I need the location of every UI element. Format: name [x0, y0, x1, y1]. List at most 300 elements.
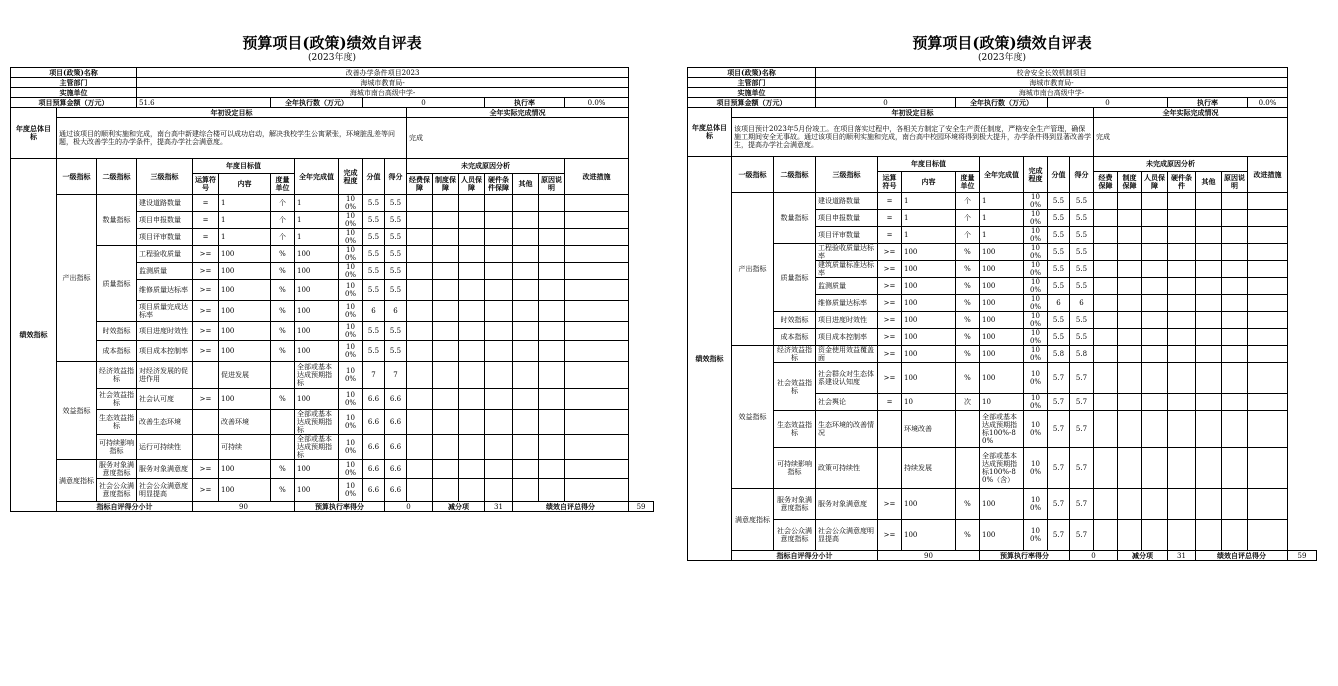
indicator-value: 10: [980, 394, 1024, 411]
indicator-score: 5.8: [1048, 346, 1070, 363]
full-year-header: 全年完成值: [295, 159, 339, 195]
indicator-content: 1: [219, 212, 271, 229]
indicator-got: 5.5: [385, 263, 407, 280]
indicator-score: 5.5: [1048, 244, 1070, 261]
annual-exec-label: 全年执行数（万元）: [956, 98, 1048, 108]
indicator-name: 运行可持续性: [137, 435, 193, 460]
lvl1-header: 一级指标: [57, 159, 97, 195]
indicator-score: 5.5: [363, 212, 385, 229]
indicator-value: 100: [295, 263, 339, 280]
indicator-score: 5.5: [363, 280, 385, 301]
group-benefit: 效益指标: [57, 362, 97, 460]
indicator-content: 100: [902, 295, 956, 312]
actual-text: 完成: [407, 118, 629, 159]
indicator-degree: 100%: [339, 460, 363, 479]
indicator-value: 1: [980, 227, 1024, 244]
unit-value: 海城市南台高级中学-: [816, 88, 1288, 98]
project-name-value: 改善办学条件项目2023: [137, 68, 629, 78]
group-output: 产出指标: [57, 195, 97, 362]
indicator-op: >=: [878, 312, 902, 329]
indicator-score: 5.7: [1048, 363, 1070, 394]
indicator-degree: 100%: [339, 229, 363, 246]
indicator-op: >=: [878, 329, 902, 346]
sheet-title: 预算项目(政策)绩效自评表: [912, 34, 1092, 52]
indicator-got: 5.5: [1070, 278, 1094, 295]
indicator-op: =: [193, 195, 219, 212]
indicator-value: 1: [980, 193, 1024, 210]
indicator-name: 监测质量: [816, 278, 878, 295]
indicator-degree: 100%: [339, 195, 363, 212]
indicator-op: >=: [878, 520, 902, 551]
improve-header: 改进措施: [565, 159, 629, 195]
budget-score-value: 0: [385, 502, 433, 512]
indicator-got: 5.5: [385, 322, 407, 341]
indicator-got: 5.7: [1070, 448, 1094, 489]
reason-system-header: 制度保障: [433, 174, 459, 195]
sub-quality: 质量指标: [774, 244, 816, 312]
indicator-unit: %: [271, 341, 295, 362]
indicator-content: 可持续: [219, 435, 271, 460]
sub-quality: 质量指标: [97, 246, 137, 322]
indicator-content: 100: [219, 341, 271, 362]
indicator-got: 5.5: [385, 280, 407, 301]
deduct-label: 减分项: [1118, 551, 1168, 561]
indicator-op: >=: [193, 246, 219, 263]
indicator-content: 1: [902, 193, 956, 210]
indicator-score: 5.5: [1048, 261, 1070, 278]
perf-indicators-label: 绩效指标: [11, 159, 57, 512]
indicator-got: 5.5: [1070, 312, 1094, 329]
indicator-score: 5.5: [363, 263, 385, 280]
lvl3-header: 三级指标: [816, 157, 878, 193]
sheet-title: 预算项目(政策)绩效自评表: [242, 34, 422, 52]
indicator-score: 6.6: [363, 460, 385, 479]
actual-label: 全年实际完成情况: [407, 108, 629, 118]
overall-goal-label: 年度总体目标: [11, 108, 57, 159]
indicator-unit: [956, 411, 980, 448]
budget-label: 项目预算金额（万元）: [11, 98, 137, 108]
project-name-value: 校舍安全长效机制项目: [816, 68, 1288, 78]
indicator-degree: 100%: [1024, 394, 1048, 411]
department-value: 海城市教育局-: [816, 78, 1288, 88]
actual-label: 全年实际完成情况: [1094, 108, 1288, 118]
indicator-degree: 100%: [339, 410, 363, 435]
indicator-got: 6.6: [385, 479, 407, 502]
indicator-name: 工程验收质量: [137, 246, 193, 263]
indicator-op: [193, 435, 219, 460]
indicator-score: 5.7: [1048, 448, 1070, 489]
indicator-name: 项目申报数量: [137, 212, 193, 229]
indicator-op: =: [878, 210, 902, 227]
indicator-name: 社会认可度: [137, 389, 193, 410]
indicator-unit: 个: [271, 195, 295, 212]
indicator-op: =: [878, 227, 902, 244]
indicator-op: >=: [878, 489, 902, 520]
indicator-value: 全部或基本达成预期指标: [295, 410, 339, 435]
indicator-unit: %: [956, 489, 980, 520]
degree-header: 完成程度: [1024, 157, 1048, 193]
indicator-value: 100: [980, 244, 1024, 261]
indicator-degree: 100%: [339, 479, 363, 502]
op-header: 运算符号: [878, 172, 902, 193]
total-value: 59: [1288, 551, 1317, 561]
indicator-content: 持续发展: [902, 448, 956, 489]
reason-header: 未完成原因分析: [1094, 157, 1248, 172]
indicator-got: 5.5: [385, 229, 407, 246]
indicator-score: 6.6: [363, 410, 385, 435]
indicator-got: 6.6: [385, 460, 407, 479]
indicator-value: 100: [980, 261, 1024, 278]
indicator-name: 政策可持续性: [816, 448, 878, 489]
indicator-degree: 100%: [1024, 329, 1048, 346]
sheet-year: (2023年度): [978, 53, 1026, 63]
indicator-name: 项目评审数量: [816, 227, 878, 244]
indicator-op: >=: [878, 295, 902, 312]
indicator-op: >=: [193, 341, 219, 362]
reason-other-header: 其他: [1196, 172, 1222, 193]
project-name-label: 项目(政策)名称: [688, 68, 816, 78]
indicator-degree: 100%: [1024, 312, 1048, 329]
unit-value: 海城市南台高级中学-: [137, 88, 629, 98]
indicator-got: 5.5: [385, 246, 407, 263]
indicator-content: 促进发展: [219, 362, 271, 389]
indicator-op: =: [878, 394, 902, 411]
lvl2-header: 二级指标: [774, 157, 816, 193]
indicator-value: 100: [980, 346, 1024, 363]
indicator-value: 100: [980, 520, 1024, 551]
sub-social: 社会效益指标: [774, 363, 816, 411]
indicator-name: 监测质量: [137, 263, 193, 280]
indicator-score: 6.6: [363, 479, 385, 502]
reason-hardware-header: 硬件条件: [1168, 172, 1196, 193]
got-header: 得分: [385, 159, 407, 195]
indicator-content: 100: [902, 489, 956, 520]
budget-value: 51.6: [137, 98, 271, 108]
indicator-name: 建设道路数量: [137, 195, 193, 212]
indicator-degree: 100%: [1024, 227, 1048, 244]
indicator-name: 项目评审数量: [137, 229, 193, 246]
indicator-degree: 100%: [339, 301, 363, 322]
indicator-name: 项目成本控制率: [816, 329, 878, 346]
indicator-unit: %: [956, 520, 980, 551]
indicator-score: 5.7: [1048, 489, 1070, 520]
indicator-degree: 100%: [1024, 448, 1048, 489]
indicator-got: 6.6: [385, 410, 407, 435]
group-satisfaction: 满意度指标: [57, 460, 97, 502]
goal-text: 该项目预计2023年5月份竣工。在项目落实过程中，各相关方制定了安全生产责任制度，严格安全生产管理，确保施工期间安全无事故。通过该项目的顺利实施和完成，南台高中校园环境将得到极大提升，办学条件得到显著改善学生，提高办学社会满意度。: [732, 118, 1094, 157]
subtotal-label: 指标自评得分小计: [732, 551, 878, 561]
subtotal-value: 90: [878, 551, 980, 561]
sub-ecological: 生态效益指标: [774, 411, 816, 448]
indicator-degree: 100%: [1024, 193, 1048, 210]
indicator-op: >=: [193, 280, 219, 301]
indicator-got: 5.5: [1070, 244, 1094, 261]
deduct-value: 31: [485, 502, 513, 512]
indicator-op: >=: [878, 346, 902, 363]
indicator-content: 100: [219, 460, 271, 479]
indicator-content: 100: [902, 329, 956, 346]
department-label: 主管部门: [11, 78, 137, 88]
indicator-degree: 100%: [339, 322, 363, 341]
indicator-score: 5.5: [363, 341, 385, 362]
sub-sustainable: 可持续影响指标: [97, 435, 137, 460]
actual-text: 完成: [1094, 118, 1288, 157]
exec-rate-label: 执行率: [485, 98, 565, 108]
indicator-degree: 100%: [339, 280, 363, 301]
indicator-degree: 100%: [339, 341, 363, 362]
sub-time: 时效指标: [97, 322, 137, 341]
annual-exec-label: 全年执行数（万元）: [271, 98, 363, 108]
indicator-name: 对经济发展的促进作用: [137, 362, 193, 389]
reason-staff-header: 人员保障: [1142, 172, 1168, 193]
indicator-name: 建筑质量标准达标率: [816, 261, 878, 278]
indicator-degree: 100%: [1024, 411, 1048, 448]
sub-quantity: 数量指标: [774, 193, 816, 244]
total-label: 绩效自评总得分: [1196, 551, 1288, 561]
indicator-score: 6.6: [363, 435, 385, 460]
indicator-got: 5.7: [1070, 363, 1094, 394]
indicator-unit: %: [271, 460, 295, 479]
indicator-name: 社会群众对生态体系建设认知度: [816, 363, 878, 394]
reason-funding-header: 经费保障: [407, 174, 433, 195]
subtotal-value: 90: [193, 502, 295, 512]
indicator-name: 社会舆论: [816, 394, 878, 411]
total-label: 绩效自评总得分: [513, 502, 629, 512]
indicator-score: 6: [363, 301, 385, 322]
sheet-year: (2023年度): [308, 53, 356, 63]
indicator-name: 项目进度时效性: [816, 312, 878, 329]
evaluation-table: [10, 67, 654, 512]
indicator-name: 建设道路数量: [816, 193, 878, 210]
indicator-op: >=: [193, 389, 219, 410]
sub-cost: 成本指标: [97, 341, 137, 362]
department-label: 主管部门: [688, 78, 816, 88]
sub-economic: 经济效益指标: [774, 346, 816, 363]
indicator-degree: 100%: [339, 246, 363, 263]
group-satisfaction: 满意度指标: [732, 489, 774, 551]
exec-rate-label: 执行率: [1168, 98, 1248, 108]
indicator-content: 100: [219, 263, 271, 280]
indicator-op: =: [193, 229, 219, 246]
indicator-got: 5.5: [1070, 329, 1094, 346]
indicator-value: 100: [295, 460, 339, 479]
degree-header: 完成程度: [339, 159, 363, 195]
subtotal-label: 指标自评得分小计: [57, 502, 193, 512]
indicator-value: 100: [295, 479, 339, 502]
indicator-degree: 100%: [1024, 261, 1048, 278]
indicator-content: 100: [219, 246, 271, 263]
indicator-value: 100: [980, 329, 1024, 346]
budget-score-label: 预算执行率得分: [980, 551, 1070, 561]
annual-exec-value: 0: [1048, 98, 1168, 108]
group-benefit: 效益指标: [732, 346, 774, 489]
indicator-got: 5.5: [1070, 227, 1094, 244]
indicator-score: 5.5: [1048, 312, 1070, 329]
reason-funding-header: 经费保障: [1094, 172, 1118, 193]
indicator-content: 100: [902, 312, 956, 329]
exec-rate-value: 0.0%: [565, 98, 629, 108]
sub-service: 服务对象满意度指标: [97, 460, 137, 479]
indicator-value: 全部或基本达成预期指标: [295, 435, 339, 460]
evaluation-table: [687, 67, 1317, 561]
indicator-content: 100: [902, 520, 956, 551]
indicator-op: >=: [878, 261, 902, 278]
sub-quantity: 数量指标: [97, 195, 137, 246]
reason-hardware-header: 硬件条件保障: [485, 174, 513, 195]
sub-public: 社会公众满意度指标: [774, 520, 816, 551]
indicator-got: 5.5: [385, 341, 407, 362]
indicator-score: 5.5: [1048, 329, 1070, 346]
unit-measure-header: 度量单位: [271, 174, 295, 195]
indicator-degree: 100%: [1024, 346, 1048, 363]
sub-ecological: 生态效益指标: [97, 410, 137, 435]
initial-goal-label: 年初设定目标: [57, 108, 407, 118]
indicator-unit: [271, 362, 295, 389]
indicator-score: 5.7: [1048, 411, 1070, 448]
indicator-unit: %: [271, 322, 295, 341]
indicator-value: 100: [980, 489, 1024, 520]
indicator-value: 1: [295, 229, 339, 246]
indicator-op: >=: [878, 278, 902, 295]
indicator-score: 5.5: [363, 322, 385, 341]
indicator-score: 5.5: [363, 229, 385, 246]
indicator-content: 1: [902, 227, 956, 244]
indicator-degree: 100%: [339, 362, 363, 389]
indicator-got: 6.6: [385, 389, 407, 410]
indicator-degree: 100%: [1024, 278, 1048, 295]
indicator-content: 1: [219, 229, 271, 246]
indicator-content: 10: [902, 394, 956, 411]
indicator-name: 服务对象满意度: [137, 460, 193, 479]
indicator-content: 1: [219, 195, 271, 212]
initial-goal-label: 年初设定目标: [732, 108, 1094, 118]
indicator-value: 100: [295, 322, 339, 341]
indicator-unit: %: [956, 346, 980, 363]
indicator-name: 资金使用效益覆盖面: [816, 346, 878, 363]
indicator-degree: 100%: [339, 212, 363, 229]
indicator-op: >=: [193, 263, 219, 280]
indicator-degree: 100%: [1024, 210, 1048, 227]
indicator-name: 项目申报数量: [816, 210, 878, 227]
indicator-content: 100: [902, 261, 956, 278]
indicator-value: 全部或基本达成预期指标100%-80%（含）: [980, 448, 1024, 489]
indicator-op: [878, 448, 902, 489]
improve-header: 改进措施: [1248, 157, 1288, 193]
indicator-got: 5.5: [385, 195, 407, 212]
indicator-unit: %: [956, 261, 980, 278]
indicator-got: 5.7: [1070, 489, 1094, 520]
reason-note-header: 原因说明: [1222, 172, 1248, 193]
indicator-content: 100: [219, 280, 271, 301]
indicator-name: 维修质量达标率: [816, 295, 878, 312]
indicator-name: 项目成本控制率: [137, 341, 193, 362]
indicator-unit: 个: [271, 212, 295, 229]
indicator-score: 5.5: [1048, 210, 1070, 227]
indicator-got: 5.7: [1070, 394, 1094, 411]
reason-header: 未完成原因分析: [407, 159, 565, 174]
indicator-got: 6.6: [385, 435, 407, 460]
indicator-unit: %: [271, 301, 295, 322]
unit-label: 实施单位: [11, 88, 137, 98]
indicator-name: 工程验收质量达标率: [816, 244, 878, 261]
indicator-value: 全部或基本达成预期指标: [295, 362, 339, 389]
indicator-op: [193, 410, 219, 435]
sub-sustainable: 可持续影响指标: [774, 448, 816, 489]
unit-label: 实施单位: [688, 88, 816, 98]
indicator-got: 5.7: [1070, 520, 1094, 551]
indicator-degree: 100%: [1024, 489, 1048, 520]
target-value-header: 年度目标值: [878, 157, 980, 172]
indicator-got: 5.7: [1070, 411, 1094, 448]
indicator-value: 1: [295, 212, 339, 229]
indicator-got: 5.5: [1070, 193, 1094, 210]
score-header: 分值: [363, 159, 385, 195]
sub-time: 时效指标: [774, 312, 816, 329]
content-header: 内容: [902, 172, 956, 193]
goal-text: 通过该项目的顺利实施和完成，南台高中新建综合楼可以成功启动，解决我校学生公寓紧张，环境脏乱差等问题，极大改善学生的办学条件，提高办学社会满意度。: [57, 118, 407, 159]
indicator-got: 5.5: [1070, 210, 1094, 227]
indicator-name: 服务对象满意度: [816, 489, 878, 520]
indicator-unit: %: [956, 278, 980, 295]
indicator-unit: %: [956, 363, 980, 394]
indicator-unit: %: [271, 263, 295, 280]
indicator-score: 5.5: [363, 246, 385, 263]
indicator-score: 5.7: [1048, 520, 1070, 551]
indicator-degree: 100%: [339, 435, 363, 460]
indicator-content: 100: [219, 479, 271, 502]
exec-rate-value: 0.0%: [1248, 98, 1288, 108]
indicator-score: 5.5: [1048, 193, 1070, 210]
indicator-content: 100: [902, 346, 956, 363]
got-header: 得分: [1070, 157, 1094, 193]
indicator-content: 100: [219, 322, 271, 341]
indicator-op: [193, 362, 219, 389]
budget-score-label: 预算执行率得分: [295, 502, 385, 512]
deduct-value: 31: [1168, 551, 1196, 561]
indicator-content: 100: [219, 389, 271, 410]
indicator-unit: 个: [271, 229, 295, 246]
indicator-name: 项目质量完成达标率: [137, 301, 193, 322]
indicator-op: [878, 411, 902, 448]
indicator-op: >=: [193, 479, 219, 502]
indicator-unit: %: [271, 479, 295, 502]
indicator-unit: 个: [956, 210, 980, 227]
sub-economic: 经济效益指标: [97, 362, 137, 389]
indicator-name: 社会公众满意度明显提高: [137, 479, 193, 502]
indicator-degree: 100%: [1024, 363, 1048, 394]
indicator-content: 环境改善: [902, 411, 956, 448]
indicator-content: 1: [902, 210, 956, 227]
project-name-label: 项目(政策)名称: [11, 68, 137, 78]
indicator-unit: %: [956, 312, 980, 329]
indicator-score: 5.5: [1048, 227, 1070, 244]
sub-cost: 成本指标: [774, 329, 816, 346]
indicator-unit: [271, 435, 295, 460]
indicator-got: 7: [385, 362, 407, 389]
reason-other-header: 其他: [513, 174, 539, 195]
indicator-got: 5.5: [385, 212, 407, 229]
indicator-score: 6: [1048, 295, 1070, 312]
indicator-value: 全部或基本达成预期指标100%-80%: [980, 411, 1024, 448]
budget-label: 项目预算金额（万元）: [688, 98, 816, 108]
op-header: 运算符号: [193, 174, 219, 195]
annual-exec-value: 0: [363, 98, 485, 108]
indicator-unit: %: [956, 295, 980, 312]
sub-service: 服务对象满意度指标: [774, 489, 816, 520]
indicator-unit: %: [956, 329, 980, 346]
indicator-op: >=: [193, 322, 219, 341]
total-value: 59: [629, 502, 654, 512]
